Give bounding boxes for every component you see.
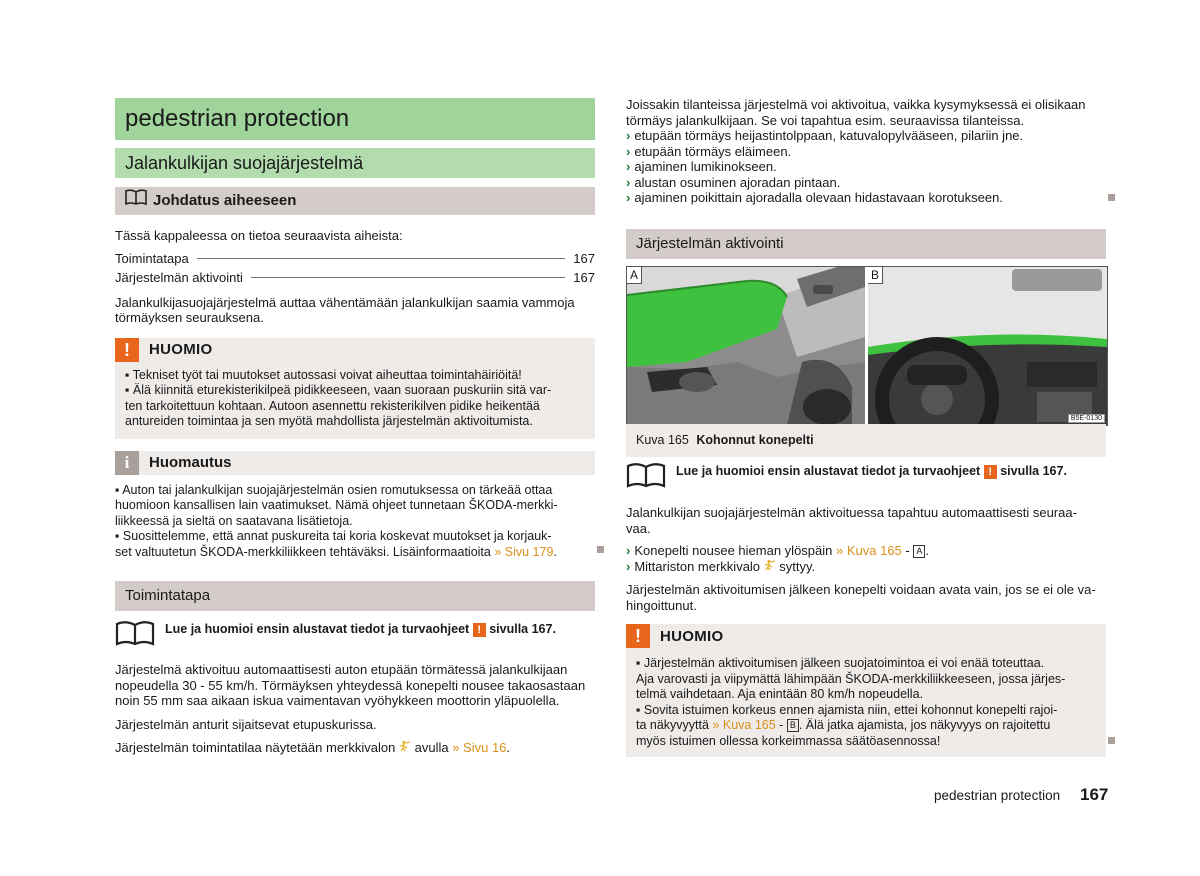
note-line: liikkeessä ja sieltä on saatavana lisätietoja. — [115, 513, 353, 528]
callout-b: B — [787, 719, 799, 732]
warning-icon: ! — [626, 624, 650, 648]
note-line: ▪ Auton tai jalankulkijan suojajärjestelmän osien romutuksessa on tärkeää ottaa — [115, 482, 553, 497]
warning-title: HUOMIO — [660, 627, 724, 645]
figure-caption — [626, 424, 1106, 457]
list-item: › ajaminen lumikinokseen. — [626, 159, 777, 174]
page-number: 167 — [1080, 785, 1109, 804]
note-body — [115, 483, 595, 561]
intro-paragraph-line: törmäyksen seurauksena. — [115, 310, 264, 325]
list-item: › alustan osuminen ajoradan pintaan. — [626, 174, 841, 190]
after-activation-paragraph: Järjestelmän aktivoitumisen jälkeen konepelti voidaan avata vain, jos se ei ole va- hingoittunut. — [626, 582, 1096, 613]
readme-notice — [626, 462, 1106, 491]
info-icon: i — [115, 451, 139, 475]
warning-box — [115, 338, 595, 439]
toimintatapa-para1: Järjestelmä aktivoituu automaattisesti auton etupään törmätessä jalankulkijaan nopeudella 30 - 55 km/h. Törmäyksen yhteydessä konepelti nousee takaosastaan noin 55 mm saa aikaan iskua vaimentavan vyöhykkeen moottorin yläpuolella. — [115, 662, 586, 708]
figure-illustration — [627, 267, 1107, 425]
note-title: Huomautus — [149, 454, 232, 471]
pedestrian-warning-light-icon — [399, 740, 411, 755]
book-icon — [125, 187, 147, 215]
readme-text: Lue ja huomioi ensin alustavat tiedot ja turvaohjeet ! sivulla 167. — [165, 622, 556, 636]
warning-box — [626, 624, 1106, 757]
toc-page: 167 — [573, 250, 595, 266]
warning-small-icon: ! — [473, 623, 486, 637]
panel-label-a: A — [627, 267, 642, 284]
warning-line: ▪ Sovita istuimen korkeus ennen ajamista niin, ettei kohonnut konepelti rajoi- — [636, 702, 1058, 717]
toimintatapa-para3: Järjestelmän toimintatilaa näytetään merkkivalon avulla » Sivu 16. — [115, 740, 511, 755]
intro-text: Tässä kappaleessa on tietoa seuraavista aiheista: — [115, 228, 403, 243]
list-item: › etupään törmäys heijastintolppaan, katuvalopylvääseen, pilariin jne. — [626, 128, 1024, 143]
note-line: huomioon kansallisen lain vaatimukset. Nämä ohjeet tunnetaan ŠKODA-merkki- — [115, 498, 558, 512]
intro-heading — [115, 187, 595, 215]
toimintatapa-heading: Toimintatapa — [115, 581, 595, 611]
section-end-marker — [597, 546, 604, 553]
warning-line: Aja varovasti ja viipymättä lähimpään ŠKODA-merkkiliikkeeseen, jossa järjes- — [636, 671, 1066, 686]
warning-line: ▪ Tekniset työt tai muutokset autossasi voivat aiheuttaa toimintahäiriöitä! — [125, 367, 522, 382]
left-column — [115, 98, 595, 756]
readme-text: Lue ja huomioi ensin alustavat tiedot ja turvaohjeet ! sivulla 167. — [676, 464, 1067, 478]
panel-label-b: B — [868, 267, 883, 284]
list-item: › etupään törmäys eläimeen. — [626, 143, 792, 159]
section-title: Jalankulkijan suojajärjestelmä — [115, 148, 595, 178]
note-header — [115, 451, 595, 475]
intro-heading-label: Johdatus aiheeseen — [153, 192, 297, 209]
figure-165-link[interactable]: » Kuva 165 — [712, 718, 776, 732]
warning-line: ▪ Järjestelmän aktivoitumisen jälkeen suojatoimintoa ei voi enää toteuttaa. — [636, 656, 1045, 670]
activation-heading: Järjestelmän aktivointi — [626, 229, 1106, 259]
toc-row[interactable] — [115, 268, 595, 287]
list-item: › ajaminen poikittain ajoradalla olevaan hidastavaan korotukseen. — [626, 190, 1003, 205]
figure-code: B5E-0130 — [1068, 414, 1105, 423]
page-title: pedestrian protection — [115, 98, 595, 140]
activation-paragraph: Jalankulkijan suojajärjestelmän aktivoituessa tapahtuu automaattisesti seuraa- vaa. — [626, 505, 1077, 536]
readme-notice — [115, 620, 595, 649]
book-icon — [626, 462, 666, 491]
warning-body — [115, 362, 595, 438]
pedestrian-warning-light-icon — [764, 559, 776, 574]
page-16-link[interactable]: » Sivu 16 — [452, 740, 507, 755]
warning-line: ten tarkoitettuun kohtaan. Autoon asennettu rekisterikilven pidike heikentää — [125, 398, 540, 413]
toc-label: Järjestelmän aktivointi — [115, 269, 243, 285]
warning-title: HUOMIO — [149, 341, 213, 358]
warning-header — [115, 338, 595, 362]
figure-raised-hood — [626, 266, 1108, 426]
warning-line: antureiden toimintaa ja sen myötä mahdollista järjestelmän aktivoitumista. — [125, 414, 533, 428]
note-box — [115, 451, 595, 475]
right-column — [626, 97, 1106, 206]
warning-line: ta näkyvyyttä » Kuva 165 - B . Älä jatka ajamista, jos näkyvyys on rajoitettu — [636, 718, 1051, 732]
page-179-link[interactable]: » Sivu 179 — [494, 544, 554, 559]
warning-icon: ! — [115, 338, 139, 362]
book-icon — [115, 620, 155, 649]
list-item: › Mittariston merkkivalo syttyy. — [626, 558, 816, 574]
warning-body — [626, 648, 1106, 757]
toc-row[interactable] — [115, 249, 595, 268]
activation-list — [626, 543, 1106, 574]
figure-caption-text: Kohonnut konepelti — [696, 433, 814, 447]
footer-section-name: pedestrian protection — [934, 788, 1061, 803]
note-line: ▪ Suosittelemme, että annat puskureita tai koria koskevat muutokset ja korjauk- — [115, 529, 552, 543]
figure-number: Kuva 165 — [636, 433, 689, 447]
toc-page: 167 — [573, 269, 595, 285]
list-item: › Konepelti nousee hieman ylöspäin » Kuva 165 - A . — [626, 543, 929, 558]
warning-line: telmä vaihdetaan. Aja enintään 80 km/h nopeudella. — [636, 687, 924, 701]
section-end-marker — [1108, 737, 1115, 744]
warning-small-icon: ! — [984, 465, 997, 479]
toimintatapa-para2: Järjestelmän anturit sijaitsevat etupuskurissa. — [115, 716, 377, 732]
figure-165-link[interactable]: » Kuva 165 — [836, 543, 902, 558]
note-line: set valtuutetun ŠKODA-merkkiliikkeen tehtäväksi. Lisäinformaatioita » Sivu 179. — [115, 544, 557, 559]
section-end-marker — [1108, 194, 1115, 201]
toc-label: Toimintatapa — [115, 250, 189, 266]
toc-list — [115, 249, 595, 287]
situations-intro: Joissakin tilanteissa järjestelmä voi aktivoitua, vaikka kysymyksessä ei olisikaan törmäys jalankulkijaan. Se voi tapahtua esim. seuraavissa tilanteissa. — [626, 97, 1086, 128]
situations-list — [626, 128, 1106, 206]
callout-a: A — [913, 545, 925, 558]
warning-header — [626, 624, 1106, 648]
warning-line: ▪ Älä kiinnitä eturekisterikilpeä pidikkeeseen, vaan suoraan puskuriin sitä var- — [125, 383, 552, 397]
intro-paragraph-line: Jalankulkijasuojajärjestelmä auttaa vähentämään jalankulkijan saamia vammoja — [115, 294, 575, 310]
warning-line: myös istuimen ollessa korkeimmassa säätöasennossa! — [636, 733, 941, 748]
